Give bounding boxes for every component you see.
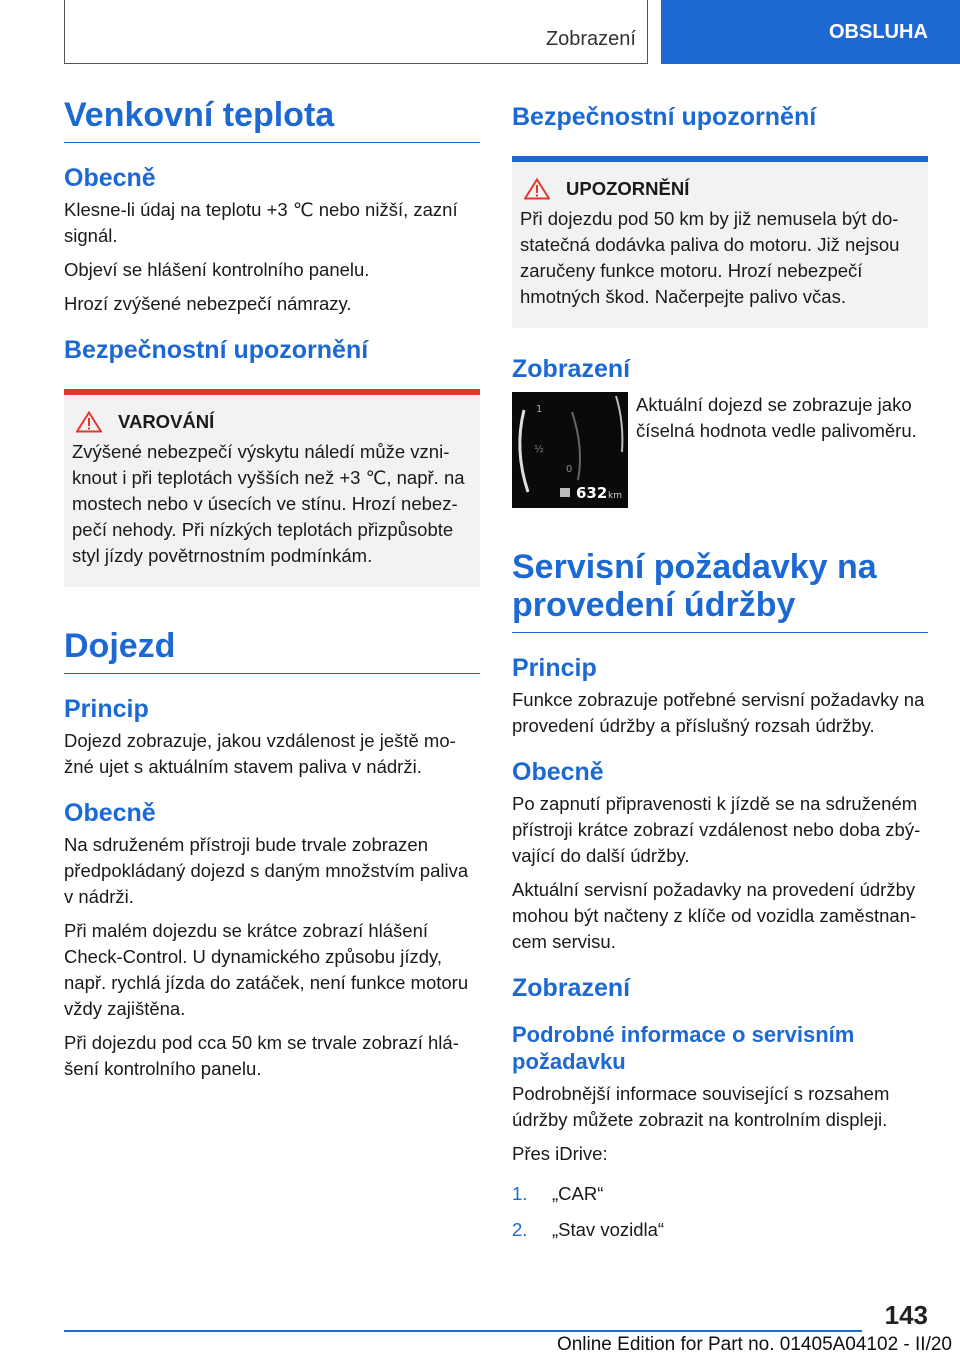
step-list	[512, 1181, 928, 1243]
heading-general: Obecně	[64, 164, 156, 192]
heading-display: Zobrazení	[512, 974, 631, 1002]
right-column	[512, 96, 928, 1253]
caution-title: UPOZORNĚNÍ	[566, 178, 690, 199]
caution-box	[512, 156, 928, 328]
heading-outdoor-temperature: Venkovní teplota	[64, 96, 480, 143]
paragraph: Aktuální servisní požadavky na provedení údržby mohou být načteny z klíče od vozidla zaměstnan-cem servisu.	[512, 879, 917, 952]
gauge-label-full: 1	[536, 404, 543, 415]
paragraph: Dojezd zobrazuje, jakou vzdálenost je ještě mo-žné ujet s aktuálním stavem paliva v nádrži.	[64, 730, 456, 777]
header-chapter-label: OBSLUHA	[829, 20, 928, 43]
list-item	[512, 1217, 928, 1243]
fuel-gauge-graphic	[512, 392, 628, 508]
header-chapter-tab	[661, 0, 960, 64]
footer-divider	[64, 1330, 862, 1332]
heading-safety-notes: Bezpečnostní upozornění	[64, 336, 369, 364]
paragraph: Hrozí zvýšené nebezpečí námrazy.	[64, 293, 352, 314]
range-value: 632	[576, 484, 608, 502]
gauge-label-half: ½	[534, 444, 544, 455]
paragraph: Při malém dojezdu se krátce zobrazí hlášení Check-Control. U dynamického způsobu jízdy, např. rychlá jízda do zatáček, není funkce motoru vždy zajištěna.	[64, 920, 469, 1019]
range-unit: km	[608, 491, 622, 501]
warning-title: VAROVÁNÍ	[118, 411, 215, 432]
paragraph: Podrobnější informace související s rozsahem údržby můžete zobrazit na kontrolním displeji.	[512, 1083, 890, 1130]
heading-general: Obecně	[512, 758, 604, 786]
heading-service-detail: Podrobné informace o servisním požadavku	[512, 1022, 855, 1074]
warning-text: Zvýšené nebezpečí výskytu náledí může vzni-knout i při teplotách vyšších než +3 ℃, např. na mostech nebo v úsecích ve stínu. Hrozí nebez-pečí nehody. Při nízkých teplotách přizpůsobte styl jízdy povětrnostním podmínkám.	[72, 441, 465, 566]
paragraph: Funkce zobrazuje potřebné servisní požadavky na provedení údržby a příslušný rozsah údržby.	[512, 689, 925, 736]
paragraph: Klesne-li údaj na teplotu +3 ℃ nebo nižší, zazní signál.	[64, 199, 458, 246]
caution-triangle-icon	[524, 178, 550, 200]
fuel-gauge-image	[512, 392, 628, 508]
paragraph: Přes iDrive:	[512, 1143, 608, 1164]
paragraph: Při dojezdu pod cca 50 km se trvale zobrazí hlá-šení kontrolního panelu.	[64, 1032, 459, 1079]
heading-service-requirements: Servisní požadavky na provedení údržby	[512, 548, 928, 633]
caution-text: Při dojezdu pod 50 km by již nemusela být do-statečná dodávka paliva do motoru. Již nejsou zaručeny funkce motoru. Hrozí nebezpečí hmotných škod. Načerpejte palivo včas.	[520, 208, 900, 307]
footer-edition: Online Edition for Part no. 01405A04102 - II/20	[556, 1334, 952, 1355]
paragraph: Na sdruženém přístroji bude trvale zobrazen předpokládaný dojezd s daným množstvím paliva v nádrži.	[64, 834, 469, 907]
paragraph: Po zapnutí připravenosti k jízdě se na sdruženém přístroji krátce zobrazí vzdálenost nebo doba zbý-vající do další údržby.	[512, 793, 921, 866]
list-item	[512, 1181, 928, 1207]
left-column	[64, 96, 480, 1090]
heading-principle: Princip	[512, 654, 597, 682]
warning-triangle-icon	[76, 411, 102, 433]
heading-range: Dojezd	[64, 627, 480, 674]
caution-header	[520, 178, 920, 200]
heading-general: Obecně	[64, 799, 156, 827]
heading-display: Zobrazení	[512, 355, 631, 383]
step-text: „Stav vozidla“	[552, 1219, 665, 1240]
step-number: 1.	[512, 1183, 528, 1204]
display-description: Aktuální dojezd se zobrazuje jako číselná hodnota vedle palivoměru.	[636, 394, 917, 441]
display-section	[512, 392, 928, 508]
step-text: „CAR“	[552, 1183, 604, 1204]
warning-box	[64, 389, 480, 587]
heading-safety-notes: Bezpečnostní upozornění	[512, 103, 817, 131]
gauge-label-empty: 0	[566, 464, 573, 475]
step-number: 2.	[512, 1219, 528, 1240]
heading-principle: Princip	[64, 695, 149, 723]
warning-header	[72, 411, 472, 433]
page-number: 143	[884, 1300, 928, 1330]
fuel-pump-icon	[560, 488, 570, 497]
paragraph: Objeví se hlášení kontrolního panelu.	[64, 259, 370, 280]
header-section-title: Zobrazení	[545, 28, 636, 50]
